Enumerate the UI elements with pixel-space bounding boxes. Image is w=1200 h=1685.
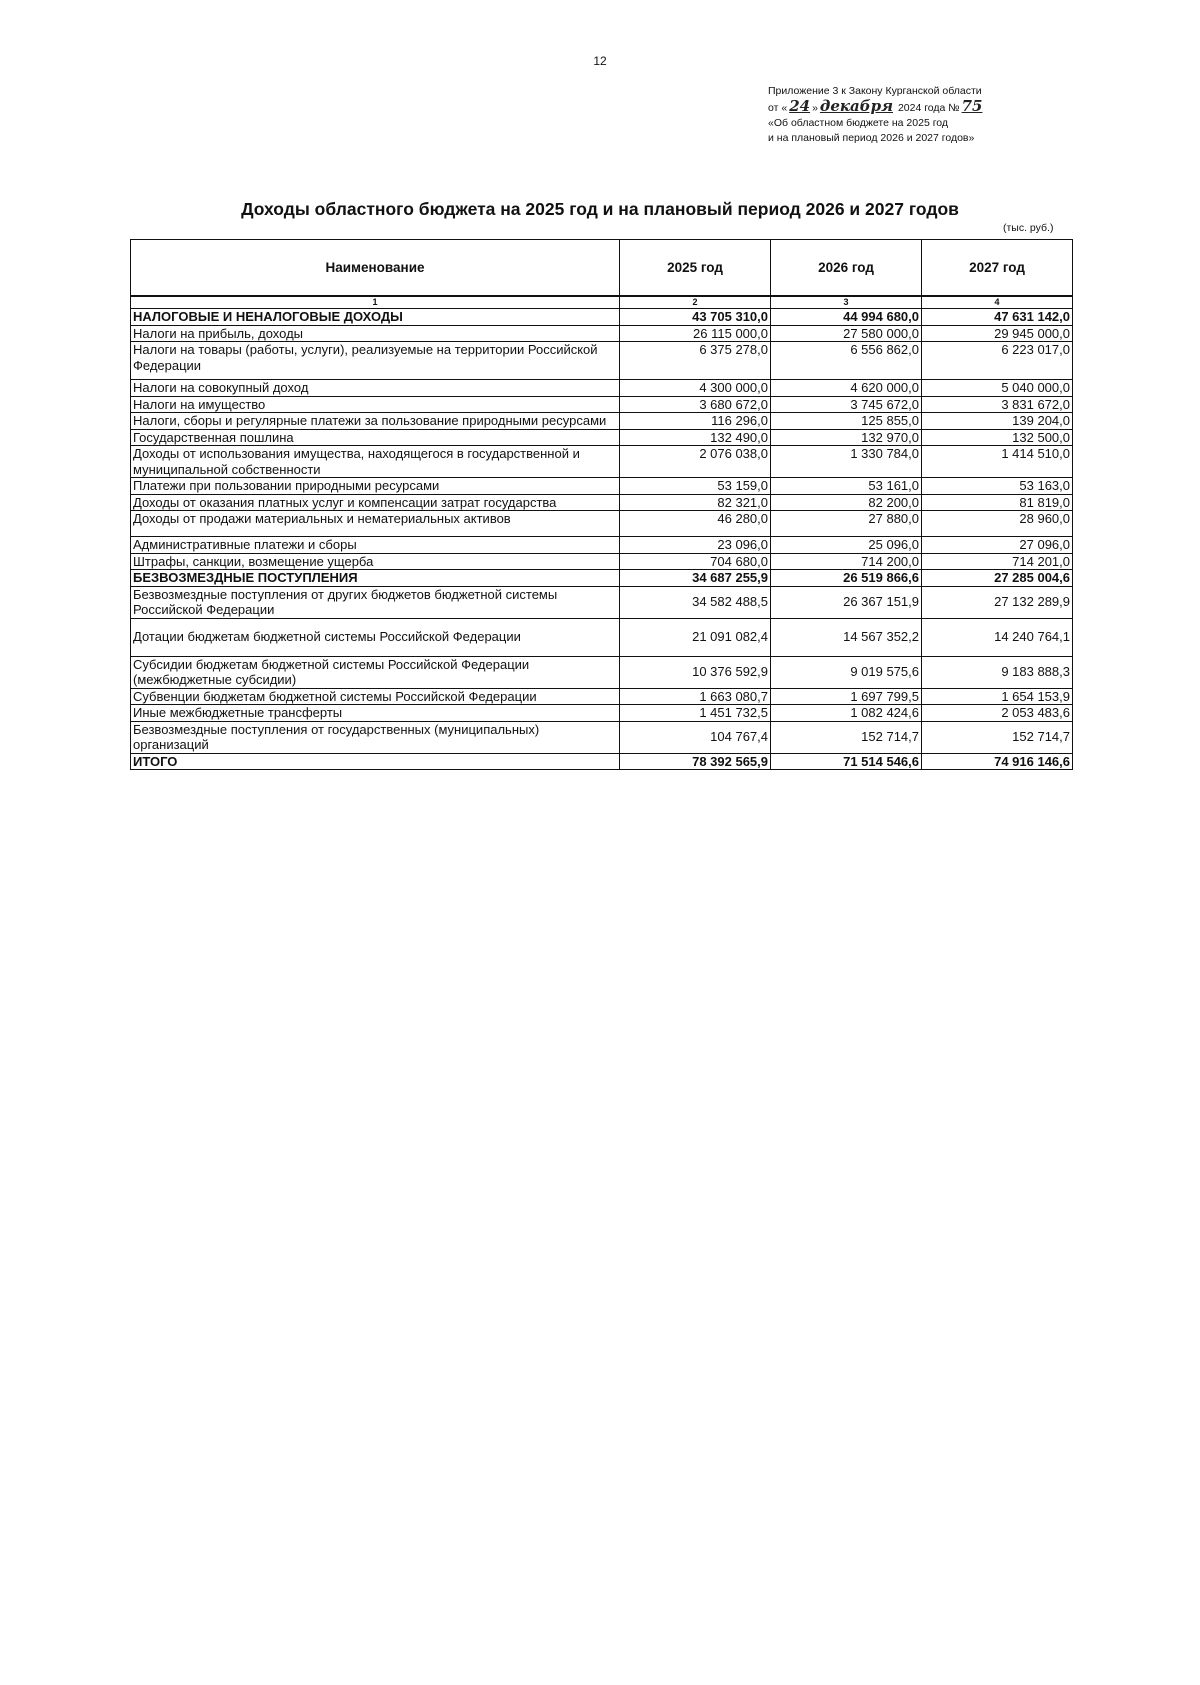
row-value-2026: 714 200,0 <box>771 553 922 570</box>
row-name-cell: Субсидии бюджетам бюджетной системы Российской Федерации (межбюджетные субсидии) <box>131 656 620 688</box>
table-row <box>131 586 1073 618</box>
row-value-2027: 714 201,0 <box>922 553 1073 570</box>
header-name: Наименование <box>131 240 620 297</box>
row-value-2027: 152 714,7 <box>922 721 1073 753</box>
row-name-cell: Налоги на прибыль, доходы <box>131 325 620 342</box>
column-number: 4 <box>922 296 1073 309</box>
row-name-cell: Платежи при пользовании природными ресурсами <box>131 478 620 495</box>
row-value-2025: 26 115 000,0 <box>620 325 771 342</box>
document-title: Доходы областного бюджета на 2025 год и на плановый период 2026 и 2027 годов <box>241 199 959 219</box>
row-name-cell: Налоги, сборы и регулярные платежи за пользование природными ресурсами <box>131 413 620 430</box>
table-row <box>131 309 1073 326</box>
row-value-2027: 27 096,0 <box>922 537 1073 554</box>
column-number: 2 <box>620 296 771 309</box>
row-value-2027: 9 183 888,3 <box>922 656 1073 688</box>
appendix-line-3: «Об областном бюджете на 2025 год <box>768 117 949 129</box>
row-value-2027: 14 240 764,1 <box>922 618 1073 656</box>
row-value-2025: 43 705 310,0 <box>620 309 771 326</box>
row-value-2025: 4 300 000,0 <box>620 380 771 397</box>
row-name-cell: Субвенции бюджетам бюджетной системы Российской Федерации <box>131 688 620 705</box>
row-name-cell: Дотации бюджетам бюджетной системы Российской Федерации <box>131 618 620 656</box>
table-row <box>131 618 1073 656</box>
row-value-2027: 29 945 000,0 <box>922 325 1073 342</box>
handwritten-number: 75 <box>961 97 983 115</box>
table-row <box>131 494 1073 511</box>
table-row <box>131 446 1073 478</box>
handwritten-day: 24 <box>789 97 811 115</box>
row-value-2027: 1 654 153,9 <box>922 688 1073 705</box>
row-value-2025: 132 490,0 <box>620 429 771 446</box>
row-value-2026: 6 556 862,0 <box>771 342 922 380</box>
row-name-cell: Доходы от использования имущества, находящегося в государственной и муниципальной собственности <box>131 446 620 478</box>
row-value-2025: 46 280,0 <box>620 511 771 537</box>
appendix-date-prefix: от « <box>768 102 788 114</box>
column-number-row <box>131 296 1073 309</box>
row-value-2027: 5 040 000,0 <box>922 380 1073 397</box>
table-row <box>131 688 1073 705</box>
units-label: (тыс. руб.) <box>1003 222 1054 234</box>
row-value-2025: 53 159,0 <box>620 478 771 495</box>
table-row <box>131 537 1073 554</box>
table-row <box>131 511 1073 537</box>
handwritten-month: декабря <box>819 97 894 115</box>
row-value-2026: 132 970,0 <box>771 429 922 446</box>
row-value-2027: 74 916 146,6 <box>922 753 1073 770</box>
appendix-header <box>768 84 984 146</box>
table-row <box>131 721 1073 753</box>
row-name-cell: ИТОГО <box>131 753 620 770</box>
table-row <box>131 753 1073 770</box>
row-value-2026: 14 567 352,2 <box>771 618 922 656</box>
table-row <box>131 380 1073 397</box>
row-value-2025: 6 375 278,0 <box>620 342 771 380</box>
row-value-2027: 81 819,0 <box>922 494 1073 511</box>
row-value-2026: 9 019 575,6 <box>771 656 922 688</box>
row-value-2026: 44 994 680,0 <box>771 309 922 326</box>
row-value-2025: 21 091 082,4 <box>620 618 771 656</box>
row-name-cell: Штрафы, санкции, возмещение ущерба <box>131 553 620 570</box>
column-number: 1 <box>131 296 620 309</box>
table-row <box>131 553 1073 570</box>
column-number: 3 <box>771 296 922 309</box>
row-name-cell: БЕЗВОЗМЕЗДНЫЕ ПОСТУПЛЕНИЯ <box>131 570 620 587</box>
row-value-2026: 3 745 672,0 <box>771 396 922 413</box>
row-value-2026: 4 620 000,0 <box>771 380 922 397</box>
table-row <box>131 570 1073 587</box>
table-row <box>131 705 1073 722</box>
row-value-2025: 3 680 672,0 <box>620 396 771 413</box>
row-value-2027: 132 500,0 <box>922 429 1073 446</box>
row-name-cell: Безвозмездные поступления от государственных (муниципальных) организаций <box>131 721 620 753</box>
row-value-2026: 1 082 424,6 <box>771 705 922 722</box>
row-value-2025: 1 451 732,5 <box>620 705 771 722</box>
row-name-cell: НАЛОГОВЫЕ И НЕНАЛОГОВЫЕ ДОХОДЫ <box>131 309 620 326</box>
row-value-2026: 125 855,0 <box>771 413 922 430</box>
row-value-2027: 47 631 142,0 <box>922 309 1073 326</box>
row-value-2026: 152 714,7 <box>771 721 922 753</box>
row-value-2026: 25 096,0 <box>771 537 922 554</box>
budget-table <box>130 239 1073 770</box>
table-row <box>131 325 1073 342</box>
row-name-cell: Доходы от оказания платных услуг и компенсации затрат государства <box>131 494 620 511</box>
row-name-cell: Доходы от продажи материальных и нематериальных активов <box>131 511 620 537</box>
row-value-2027: 1 414 510,0 <box>922 446 1073 478</box>
header-2027: 2027 год <box>922 240 1073 297</box>
table-row <box>131 478 1073 495</box>
table-row <box>131 413 1073 430</box>
row-value-2025: 704 680,0 <box>620 553 771 570</box>
row-value-2027: 6 223 017,0 <box>922 342 1073 380</box>
table-row <box>131 429 1073 446</box>
row-value-2027: 27 285 004,6 <box>922 570 1073 587</box>
row-value-2026: 26 519 866,6 <box>771 570 922 587</box>
row-value-2025: 34 582 488,5 <box>620 586 771 618</box>
row-value-2025: 78 392 565,9 <box>620 753 771 770</box>
row-name-cell: Безвозмездные поступления от других бюджетов бюджетной системы Российской Федерации <box>131 586 620 618</box>
row-value-2025: 1 663 080,7 <box>620 688 771 705</box>
row-value-2027: 139 204,0 <box>922 413 1073 430</box>
row-name-cell: Иные межбюджетные трансферты <box>131 705 620 722</box>
row-value-2027: 28 960,0 <box>922 511 1073 537</box>
row-name-cell: Административные платежи и сборы <box>131 537 620 554</box>
appendix-date-mid: » <box>812 102 818 114</box>
table-row <box>131 396 1073 413</box>
row-value-2026: 53 161,0 <box>771 478 922 495</box>
row-value-2026: 1 330 784,0 <box>771 446 922 478</box>
row-value-2025: 10 376 592,9 <box>620 656 771 688</box>
row-value-2026: 27 880,0 <box>771 511 922 537</box>
row-value-2027: 53 163,0 <box>922 478 1073 495</box>
row-name-cell: Налоги на товары (работы, услуги), реализуемые на территории Российской Федерации <box>131 342 620 380</box>
row-value-2026: 71 514 546,6 <box>771 753 922 770</box>
row-value-2026: 1 697 799,5 <box>771 688 922 705</box>
row-name-cell: Государственная пошлина <box>131 429 620 446</box>
row-value-2027: 3 831 672,0 <box>922 396 1073 413</box>
row-value-2025: 116 296,0 <box>620 413 771 430</box>
row-value-2027: 27 132 289,9 <box>922 586 1073 618</box>
row-value-2025: 104 767,4 <box>620 721 771 753</box>
appendix-year-number: 2024 года № <box>897 102 960 114</box>
table-row <box>131 656 1073 688</box>
row-value-2026: 26 367 151,9 <box>771 586 922 618</box>
row-value-2025: 34 687 255,9 <box>620 570 771 587</box>
page-number: 12 <box>593 54 607 68</box>
row-value-2026: 27 580 000,0 <box>771 325 922 342</box>
appendix-line-2 <box>768 99 984 116</box>
row-value-2027: 2 053 483,6 <box>922 705 1073 722</box>
row-name-cell: Налоги на совокупный доход <box>131 380 620 397</box>
table-header-row <box>131 240 1073 297</box>
appendix-line-1: Приложение 3 к Закону Курганской области <box>768 85 982 97</box>
row-value-2026: 82 200,0 <box>771 494 922 511</box>
table-row <box>131 342 1073 380</box>
row-value-2025: 2 076 038,0 <box>620 446 771 478</box>
row-name-cell: Налоги на имущество <box>131 396 620 413</box>
appendix-line-4: и на плановый период 2026 и 2027 годов» <box>768 132 975 144</box>
header-2025: 2025 год <box>620 240 771 297</box>
row-value-2025: 82 321,0 <box>620 494 771 511</box>
row-value-2025: 23 096,0 <box>620 537 771 554</box>
header-2026: 2026 год <box>771 240 922 297</box>
